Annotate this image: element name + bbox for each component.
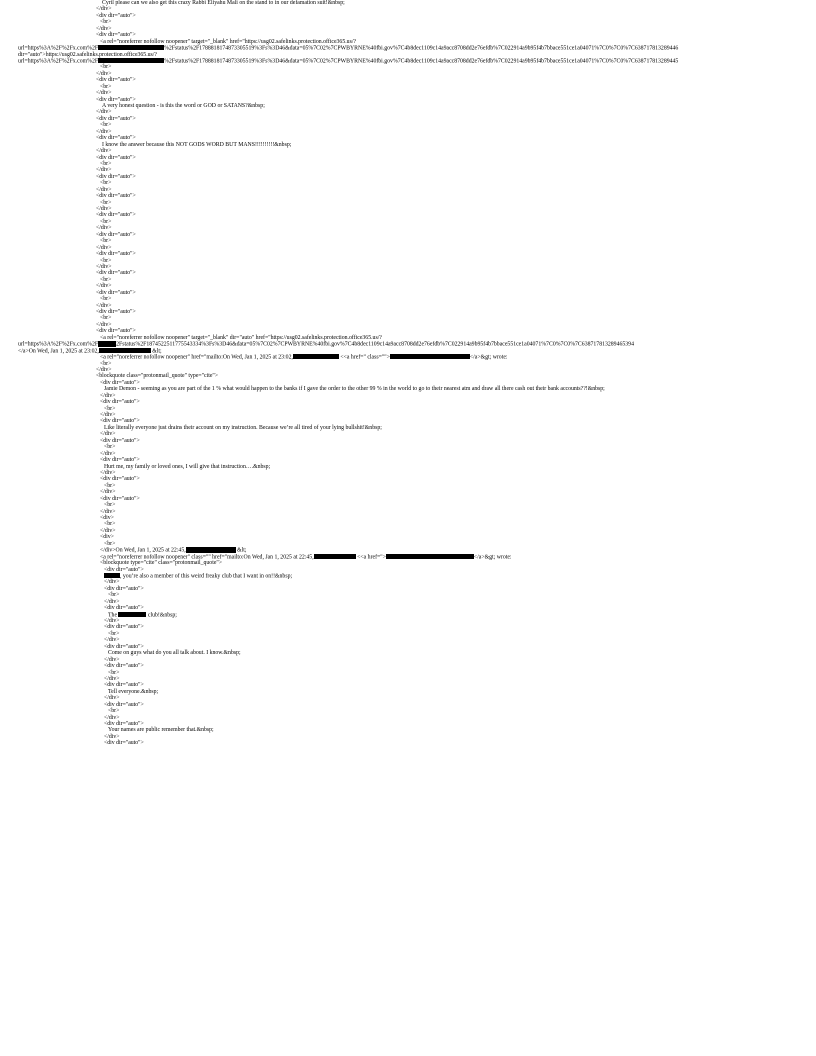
line-text: <div dir="auto"> xyxy=(104,605,144,612)
line-text: <br> xyxy=(100,160,112,167)
line-text: <div dir="auto"> xyxy=(96,309,136,315)
line-text: </div> xyxy=(96,206,112,212)
line-text: The xyxy=(108,612,119,619)
line-text: </div> xyxy=(96,109,112,116)
line-text: <div dir="auto"> xyxy=(104,663,144,670)
line-text: I know the answer because this NOT GODS WORD BUT MANS!!!!!!!!!!&nbsp; xyxy=(102,141,292,148)
line-text: <br> xyxy=(104,502,116,509)
line-text: </div> xyxy=(96,6,112,13)
line-text: <div dir="auto"> xyxy=(104,643,144,650)
line-text: <br> xyxy=(104,444,116,451)
redaction-block xyxy=(98,45,164,50)
line-text: <div dir="auto"> xyxy=(104,566,144,573)
line-text: </div> xyxy=(104,695,120,702)
line-text: <div dir="auto"> xyxy=(104,585,144,592)
redaction-block xyxy=(314,554,356,559)
line-text: <a rel="noreferrer nofollow noopener" target="_blank" href="https://usg02.safelinks.protection.office365.us/? xyxy=(100,38,357,45)
line-text: </div> xyxy=(100,450,116,457)
line-text: Cyril please can we also get this crazy Rabbi Eliyahu Mali on the stand to in our defamation suit!&nbsp; xyxy=(102,0,345,6)
line-text-after-redaction: 2Fstatus%2F1874522511775543334%3Fs%3D46&data=05%7C02%7CPWBYRNE%40fbi.gov%7C4b8dec1109c14a9acc8708dd2e76efdb%7C022914a9b95f4b7bbace551ce1a04071%7C0%7C0%7C638717813289465394 xyxy=(116,341,634,348)
line-text: <div dir="auto"> xyxy=(100,437,140,444)
line-text-after-redaction: %2Fstatus%2F1788818174873305519%3Fs%3D46&data=05%7C02%7CPWBYRNE%40fbi.gov%7C4b8dec1109c14a9acc8708dd2e76efdb%7C022914a9b95f4b7bbace551ce1a04071%7C0%7C0%7C638717813289445 xyxy=(164,58,679,65)
line-text: <br> xyxy=(108,630,120,637)
line-text: <br> xyxy=(100,238,112,245)
line-text: </div> xyxy=(104,637,120,644)
line-text: <div dir="auto"> xyxy=(96,289,136,296)
line-text: <div dir="auto"> xyxy=(96,173,136,180)
line-text: </div> xyxy=(96,283,112,290)
line-text: <br> xyxy=(104,540,116,547)
line-text: dir="auto">https://usg02.safelinks.protection.office365.us/? xyxy=(18,51,157,58)
line-text: </div> xyxy=(100,508,116,515)
line-text-after-redaction: %2Fstatus%2F1788818174873305519%3Fs%3D46&data=05%7C02%7CPWBYRNE%40fbi.gov%7C4b8dec1109c14a9acc8708dd2e76efdb%7C022914a9b95f4b7bbace551ce1a04071%7C0%7C0%7C638717813289446 xyxy=(164,45,679,52)
line-text: <div dir="auto"> xyxy=(96,154,136,161)
redaction-block xyxy=(104,573,120,578)
line-text: <br> xyxy=(108,592,120,599)
line-text: </div> xyxy=(96,366,112,373)
line-text: <br> xyxy=(108,708,120,715)
line-text-after-redaction: , you’re also a member of this weird freaky club that I want in on!!&nbsp; xyxy=(120,573,293,580)
redaction-block xyxy=(390,354,470,359)
line-text: <div dir="auto"> xyxy=(100,457,140,464)
redaction-block xyxy=(386,554,474,559)
line-text: <blockquote type="cite" class="protonmail_quote"> xyxy=(100,560,223,567)
line-text: <br> xyxy=(104,405,116,412)
line-text: <div dir="auto"> xyxy=(100,476,140,483)
line-text-after-redaction: </a>&gt; wrote: xyxy=(469,354,508,361)
line-text: </div> xyxy=(96,302,112,309)
line-text: A very honest question - is this the word or GOD or SATANS?&nbsp; xyxy=(102,103,265,109)
document-line xyxy=(0,740,816,746)
redaction-block xyxy=(99,348,151,353)
line-text: Tell everyone.&nbsp; xyxy=(108,688,159,695)
line-text: </div> xyxy=(104,618,120,624)
line-text-after-redaction: <<a href=" class=""> xyxy=(338,354,390,361)
line-text: <div dir="auto"> xyxy=(96,115,136,122)
line-text: </div> xyxy=(96,25,112,32)
line-text: <div> xyxy=(100,515,114,521)
line-text: <div dir="auto"> xyxy=(104,721,144,727)
line-text: <div dir="auto"> xyxy=(100,379,140,386)
line-text: <div dir="auto"> xyxy=(104,682,144,689)
line-text-after-redaction: </a>&gt; wrote: xyxy=(473,554,512,561)
redaction-block xyxy=(118,612,146,617)
line-text: <br> xyxy=(108,669,120,676)
line-text: <div dir="auto"> xyxy=(96,32,136,39)
line-text: </div> xyxy=(96,263,112,270)
line-text: <a rel="noreferrer nofollow noopener" href="mailto:On Wed, Jan 1, 2025 at 23:02, xyxy=(100,354,293,361)
line-text: <a rel="noreferrer nofollow noopener" target="_blank" dir="auto" href="https://usg02.safelinks.protection.office365.us/? xyxy=(100,334,382,341)
line-text: </div> xyxy=(100,469,116,476)
line-text-after-redaction: <<a href="> xyxy=(355,554,386,561)
redaction-block xyxy=(293,354,339,359)
redaction-block xyxy=(186,547,236,552)
line-text: <div dir="auto"> xyxy=(96,193,136,200)
line-text: <div dir="auto"> xyxy=(96,135,136,142)
line-text: Your names are public remember that.&nbsp; xyxy=(108,727,214,734)
line-text: </a>On Wed, Jan 1, 2025 at 23:02, xyxy=(18,348,99,355)
line-text: <br> xyxy=(100,19,112,26)
line-text: </div> xyxy=(96,321,112,328)
line-text: <br> xyxy=(100,64,112,71)
line-text: <div dir="auto"> xyxy=(96,328,136,335)
line-text: </div> xyxy=(104,733,120,740)
line-text: <div dir="auto"> xyxy=(96,251,136,258)
line-text: <br> xyxy=(100,199,112,206)
line-text: url=https%3A%2F%2Fx.com%2F xyxy=(18,58,99,65)
line-text-after-redaction: &lt; xyxy=(150,348,162,355)
line-text: <div dir="auto"> xyxy=(104,624,144,631)
line-text: <div dir="auto"> xyxy=(104,740,144,747)
line-text-after-redaction: club!&nbsp; xyxy=(146,612,177,619)
line-text: <a rel="noreferrer nofollow noopener" class="" href="mailto:On Wed, Jan 1, 2025 at 22:45, xyxy=(100,554,314,561)
line-text: </div> xyxy=(96,186,112,193)
line-text: <div dir="auto"> xyxy=(100,495,140,502)
line-text: <br> xyxy=(100,257,112,264)
line-text: <br> xyxy=(100,360,112,367)
line-text-after-redaction: &lt; xyxy=(235,547,247,554)
line-text: <div> xyxy=(100,534,114,541)
line-text: </div> xyxy=(104,598,120,605)
line-text: </div> xyxy=(96,128,112,135)
line-text: <br> xyxy=(104,482,116,489)
line-text: </div> xyxy=(104,579,120,586)
line-text: url=https%3A%2F%2Fx.com%2F xyxy=(18,341,99,348)
line-text: <div dir="auto"> xyxy=(96,12,136,19)
line-text: <blockquote class="protonmail_quote" type="cite"> xyxy=(96,373,219,380)
line-text: <br> xyxy=(100,296,112,303)
line-text: </div> xyxy=(100,412,116,418)
line-text: Jamie Demon - seeming as you are part of the 1 % what would happen to the banks if I gave the order to the other 99 % in the world to go to their nearest atm and draw all there cash out their bank accounts??!&nbsp; xyxy=(104,386,605,393)
line-text: <br> xyxy=(100,122,112,129)
line-text: Hurt me, my family or loved ones, I will give that instruction….&nbsp; xyxy=(104,463,271,470)
line-text: <br> xyxy=(104,521,116,528)
line-text: <br> xyxy=(100,180,112,187)
line-text: </div> xyxy=(104,656,120,663)
line-text: </div>On Wed, Jan 1, 2025 at 22:45, xyxy=(100,547,186,554)
line-text: Come on guys what do you all talk about. I know.&nbsp; xyxy=(108,650,241,657)
line-text: </div> xyxy=(96,90,112,97)
line-text: </div> xyxy=(96,70,112,77)
line-text: <div dir="auto"> xyxy=(100,418,140,425)
line-text: <br> xyxy=(100,315,112,322)
line-text: </div> xyxy=(100,527,116,534)
line-text: Like literally everyone just drains their account on my instruction. Because we’re all tired of your lying bullshit!&nbsp; xyxy=(104,424,382,431)
line-text: <br> xyxy=(100,83,112,90)
redaction-block xyxy=(98,58,164,63)
line-text: <div dir="auto"> xyxy=(96,77,136,84)
line-text: </div> xyxy=(100,431,116,438)
line-text: </div> xyxy=(104,714,120,721)
line-text: </div> xyxy=(96,167,112,174)
line-text: </div> xyxy=(100,489,116,496)
line-text: <div dir="auto"> xyxy=(96,96,136,103)
line-text: </div> xyxy=(104,675,120,682)
line-text: <div dir="auto"> xyxy=(96,212,136,219)
line-text: </div> xyxy=(96,148,112,155)
line-text: <div dir="auto"> xyxy=(104,701,144,708)
line-text: url=https%3A%2F%2Fx.com%2F xyxy=(18,45,99,52)
line-text: </div> xyxy=(100,392,116,399)
line-text: <br> xyxy=(100,218,112,225)
line-text: </div> xyxy=(96,225,112,232)
line-text: <br> xyxy=(100,276,112,283)
line-text: </div> xyxy=(96,244,112,251)
line-text: <div dir="auto"> xyxy=(96,270,136,277)
line-text: <div dir="auto"> xyxy=(96,231,136,238)
line-text: <div dir="auto"> xyxy=(100,399,140,406)
redaction-block xyxy=(98,341,116,346)
